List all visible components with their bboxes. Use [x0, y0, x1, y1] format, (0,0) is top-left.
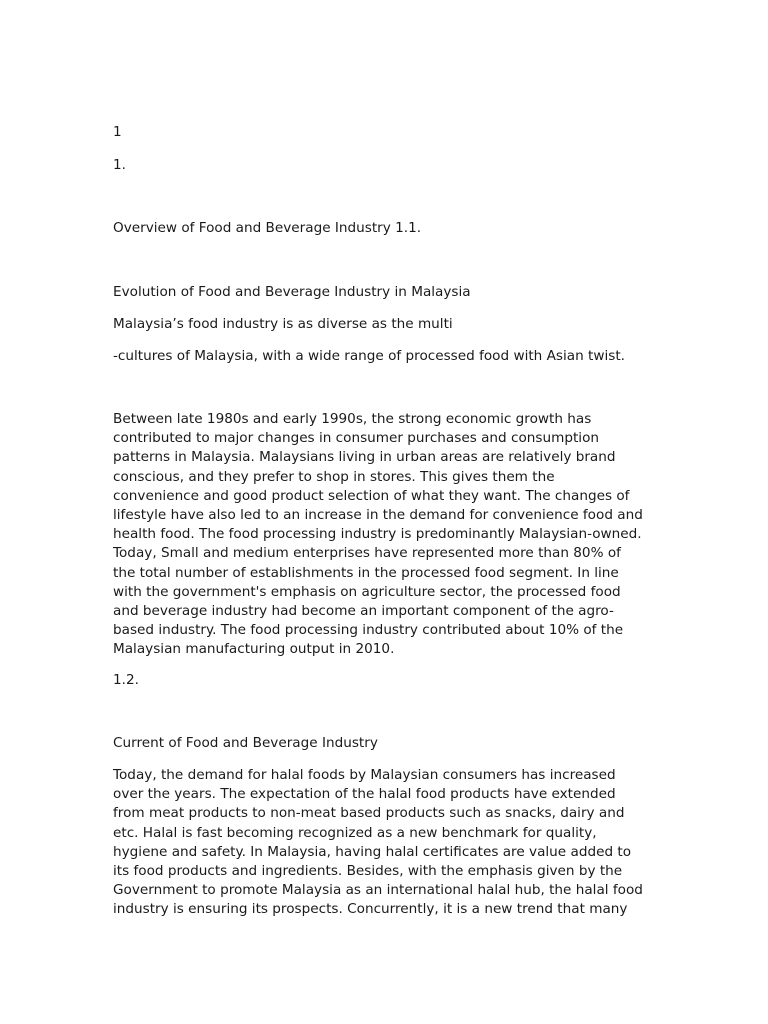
paragraph-line: industry is ensuring its prospects. Concurrently, it is a new trend that many	[113, 901, 628, 918]
paragraph-line: conscious, and they prefer to shop in stores. This gives them the	[113, 468, 555, 485]
paragraph-evolution	[113, 410, 663, 660]
paragraph-line: lifestyle have also led to an increase in the demand for convenience food and	[113, 507, 643, 524]
subsection-1-2-number: 1.2.	[113, 672, 139, 688]
paragraph-line: from meat products to non-meat based products such as snacks, dairy and	[113, 805, 625, 822]
paragraph-line: Today, Small and medium enterprises have represented more than 80% of	[113, 545, 621, 562]
intro-line-1: Malaysia’s food industry is as diverse as the multi	[113, 316, 453, 332]
section-number: 1.	[113, 157, 126, 173]
paragraph-line: with the government's emphasis on agriculture sector, the processed food	[113, 583, 621, 600]
paragraph-line: and beverage industry had become an important component of the agro-	[113, 603, 614, 620]
paragraph-line: Government to promote Malaysia as an international halal hub, the halal food	[113, 882, 643, 899]
paragraph-line: hygiene and safety. In Malaysia, having halal certificates are value added to	[113, 843, 632, 860]
paragraph-line: the total number of establishments in the processed food segment. In line	[113, 564, 619, 581]
paragraph-line: convenience and good product selection of what they want. The changes of	[113, 487, 630, 504]
paragraph-line: etc. Halal is fast becoming recognized as a new benchmark for quality,	[113, 824, 597, 841]
intro-line-2: -cultures of Malaysia, with a wide range of processed food with Asian twist.	[113, 348, 625, 364]
subsection-1-2-title: Current of Food and Beverage Industry	[113, 735, 378, 751]
paragraph-line: contributed to major changes in consumer purchases and consumption	[113, 430, 600, 447]
paragraph-line: patterns in Malaysia. Malaysians living in urban areas are relatively brand	[113, 449, 616, 466]
subsection-1-1-title: Evolution of Food and Beverage Industry in Malaysia	[113, 284, 471, 300]
paragraph-line: Malaysian manufacturing output in 2010.	[113, 641, 395, 658]
paragraph-line: based industry. The food processing industry contributed about 10% of the	[113, 622, 624, 639]
page-number: 1	[113, 124, 122, 140]
paragraph-line: Today, the demand for halal foods by Malaysian consumers has increased	[113, 767, 616, 783]
paragraph-current	[113, 766, 663, 920]
paragraph-line: its food products and ingredients. Besides, with the emphasis given by the	[113, 863, 623, 880]
paragraph-line: Between late 1980s and early 1990s, the strong economic growth has	[113, 411, 592, 427]
paragraph-line: health food. The food processing industry is predominantly Malaysian-owned.	[113, 526, 642, 543]
section-heading: Overview of Food and Beverage Industry 1.1.	[113, 220, 422, 236]
paragraph-line: over the years. The expectation of the halal food products have extended	[113, 786, 616, 803]
